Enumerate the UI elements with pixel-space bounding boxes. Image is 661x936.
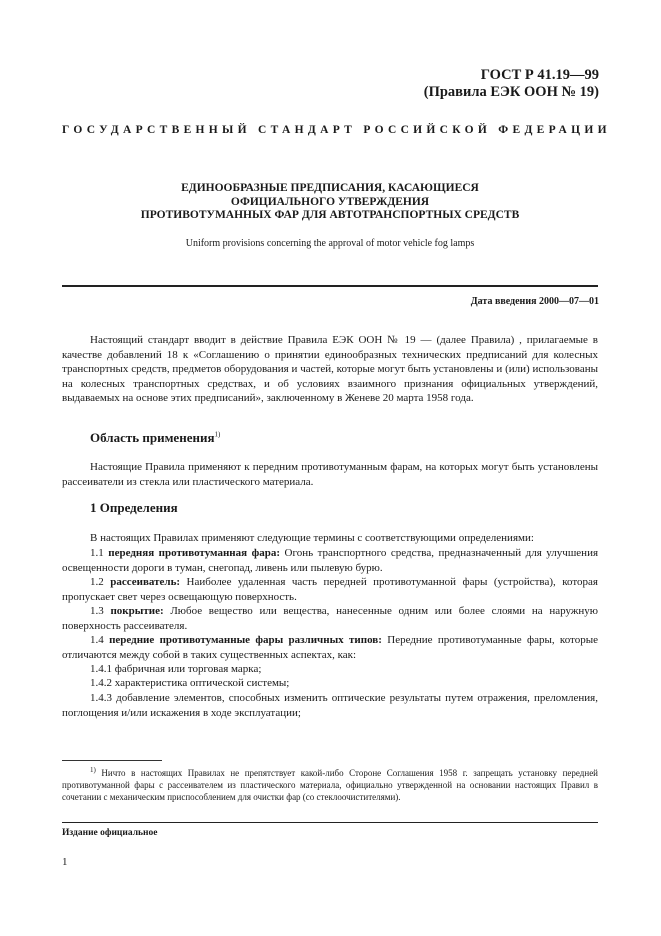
definition-1-2 (62, 575, 598, 604)
footnote-mark: 1) (90, 766, 96, 774)
title-line-2: ОФИЦИАЛЬНОГО УТВЕРЖДЕНИЯ (230, 195, 430, 208)
title-divider (62, 285, 598, 287)
footnote-divider (62, 760, 162, 761)
definition-text: Огонь транспортного средства, предназначенный для улучшения освещенности дороги в туман, снегопад, ливень или пылевую бурю. (62, 547, 599, 574)
definition-text: Любое вещество или вещества, нанесенные одним или более слоями на наружную поверхность рассеивателя. (62, 605, 599, 632)
definition-1-3 (62, 604, 598, 633)
definition-1-4 (62, 633, 598, 662)
title-line-3: ПРОТИВОТУМАННЫХ ФАР ДЛЯ АВТОТРАНСПОРТНЫХ СРЕДСТВ (140, 209, 520, 221)
standard-title: ГОСУДАРСТВЕННЫЙ СТАНДАРТ РОССИЙСКОЙ ФЕДЕРАЦИИ (62, 124, 611, 136)
definitions-lead: В настоящих Правилах применяют следующие термины с соответствующими определениями: (90, 532, 534, 544)
footnote-ref: 1) (214, 430, 221, 439)
definition-number: 1.1 (90, 547, 104, 559)
footnote-text: Ничто в настоящих Правилах не препятствует какой-либо Стороне Соглашения 1958 г. запрещать установку передней противотуманной фары с рассеивателем из пластического материала, официально утвержденной на основании настоящих Правил в сочетании с механическим приспособлением для очистки фар (со стеклоочистителями). (62, 768, 598, 802)
page-number: 1 (62, 856, 68, 868)
scope-paragraph: Настоящие Правила применяют к передним противотуманным фарам, на которых могут быть установлены рассеиватели из стекла или пластического материала. (62, 461, 598, 488)
definition-term: покрытие: (110, 605, 164, 617)
definition-1-4-3: 1.4.3 добавление элементов, способных изменить оптические результаты путем отражения, преломления, поглощения и/или искажения в ходе эксплуатации; (62, 692, 598, 719)
definition-number: 1.4 (90, 634, 104, 646)
definition-term: передние противотуманные фары различных типов: (109, 634, 382, 646)
title-line-1: ЕДИНООБРАЗНЫЕ ПРЕДПИСАНИЯ, КАСАЮЩИЕСЯ (181, 182, 479, 194)
english-title: Uniform provisions concerning the approval of motor vehicle fog lamps (185, 238, 475, 249)
definition-term: рассеиватель: (110, 576, 181, 588)
footnote (62, 764, 598, 803)
definition-text: Наиболее удаленная часть передней противотуманной фары (устройства), которая пропускает свет через освещающую поверхность. (62, 576, 598, 603)
definition-term: передняя противотуманная фара: (108, 547, 280, 559)
scope-heading (90, 430, 220, 446)
definitions-heading: 1 Определения (90, 500, 178, 515)
intro-paragraph: Настоящий стандарт вводит в действие Правила ЕЭК ООН № 19 — (далее Правила) , прилагаемые в качестве добавлений 18 к «Соглашению о принятии единообразных технических предписаний для колесных транспортных средств, предметов оборудования и частей, которые могут быть установлены и (или) использованы на колесных транспортных средствах, и об условиях взаимного признания официальных утверждений, выдаваемых на основе этих предписаний», заключенному в Женеве 20 марта 1958 года. (62, 334, 598, 404)
scope-heading-text: Область применения (90, 430, 215, 445)
definition-text: Передние противотуманные фары, которые отличаются между собой в таких существенных аспектах, как: (62, 634, 598, 661)
definition-1-4-1: 1.4.1 фабричная или торговая марка; (90, 663, 262, 675)
rules-reference: (Правила ЕЭК ООН № 19) (423, 84, 599, 100)
definition-1-4-2: 1.4.2 характеристика оптической системы; (90, 677, 290, 689)
effective-date: Дата введения 2000—07—01 (470, 296, 599, 307)
edition-divider (62, 822, 598, 823)
definition-number: 1.3 (90, 605, 104, 617)
definition-number: 1.2 (90, 576, 104, 588)
definition-1-1 (62, 546, 598, 575)
gost-number: ГОСТ Р 41.19—99 (480, 67, 599, 83)
document-title (62, 182, 598, 223)
edition-label: Издание официальное (62, 828, 158, 838)
